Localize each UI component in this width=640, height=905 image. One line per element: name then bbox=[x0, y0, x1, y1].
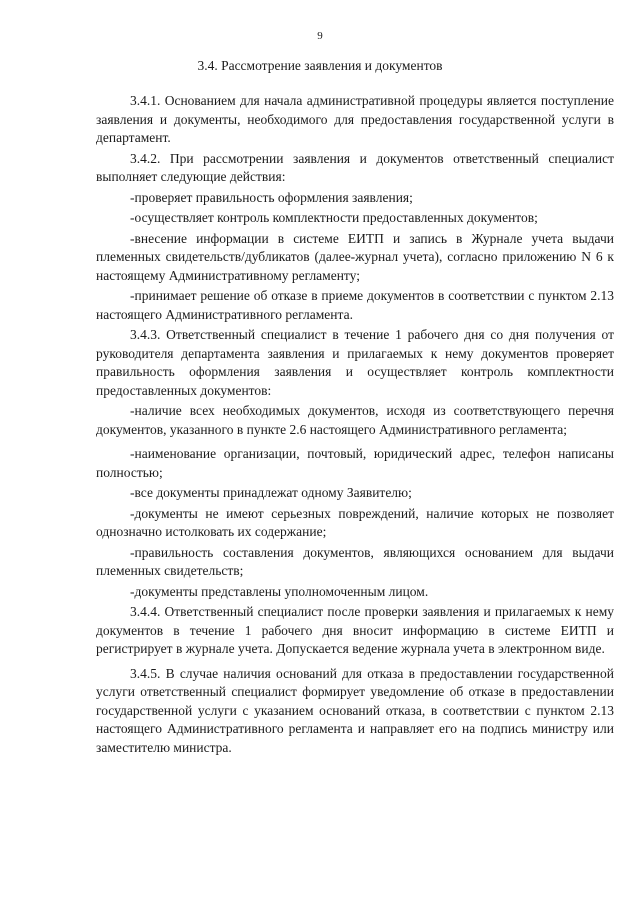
document-body bbox=[96, 92, 614, 759]
list-item: -все документы принадлежат одному Заявителю; bbox=[130, 485, 412, 500]
page-number: 9 bbox=[317, 30, 323, 42]
list-item: -наименование организации, почтовый, юридический адрес, телефон написаны полностью; bbox=[96, 446, 614, 480]
list-item: -осуществляет контроль комплектности предоставленных документов; bbox=[130, 210, 538, 225]
list-item: -документы не имеют серьезных повреждений, наличие которых не позволяет однозначно истолковать их содержание; bbox=[96, 505, 614, 539]
paragraph-3-4-3: 3.4.3. Ответственный специалист в течение 1 рабочего дня со дня получения от руководителя департамента заявления и прилагаемых к нему документов проверяет правильность оформления заявления и осуществляет контроль комплектности предоставленных документов: bbox=[96, 327, 614, 398]
list-item: -правильность составления документов, являющихся основанием для выдачи племенных свидетельств; bbox=[96, 544, 614, 578]
section-title: 3.4. Рассмотрение заявления и документов bbox=[197, 58, 443, 73]
paragraph-3-4-4: 3.4.4. Ответственный специалист после проверки заявления и прилагаемых к нему документов в течение 1 рабочего дня вносит информацию в системе ЕИТП и регистрирует в журнале учета. Допускается ведение журнала учета в электронном виде. bbox=[96, 604, 614, 656]
list-item: -внесение информации в системе ЕИТП и запись в Журнале учета выдачи племенных свидетельств/дубликатов (далее-журнал учета), согласно приложению N 6 к настоящему Административному регламенту; bbox=[96, 230, 614, 283]
list-item: -проверяет правильность оформления заявления; bbox=[130, 189, 413, 205]
paragraph-3-4-5: 3.4.5. В случае наличия оснований для отказа в предоставлении государственной услуги ответственный специалист формирует уведомление об отказе в предоставлении государственной услуги с указанием оснований отказа, в соответствии с пунктом 2.13 настоящего Административного регламента и направляет его на подпись министру или заместителю министра. bbox=[96, 665, 614, 755]
list-item: -документы представлены уполномоченным лицом. bbox=[130, 583, 429, 599]
list-item: -наличие всех необходимых документов, исходя из соответствующего перечня документов, указанного в пункте 2.6 настоящего Административного регламента; bbox=[96, 403, 614, 437]
paragraph-3-4-1: 3.4.1. Основанием для начала административной процедуры является поступление заявления и документы, необходимого для предоставления государственной услуги в департамент. bbox=[96, 93, 614, 145]
list-item: -принимает решение об отказе в приеме документов в соответствии с пунктом 2.13 настоящего Административного регламента. bbox=[96, 288, 614, 322]
paragraph-3-4-2: 3.4.2. При рассмотрении заявления и документов ответственный специалист выполняет следующие действия: bbox=[96, 150, 614, 184]
